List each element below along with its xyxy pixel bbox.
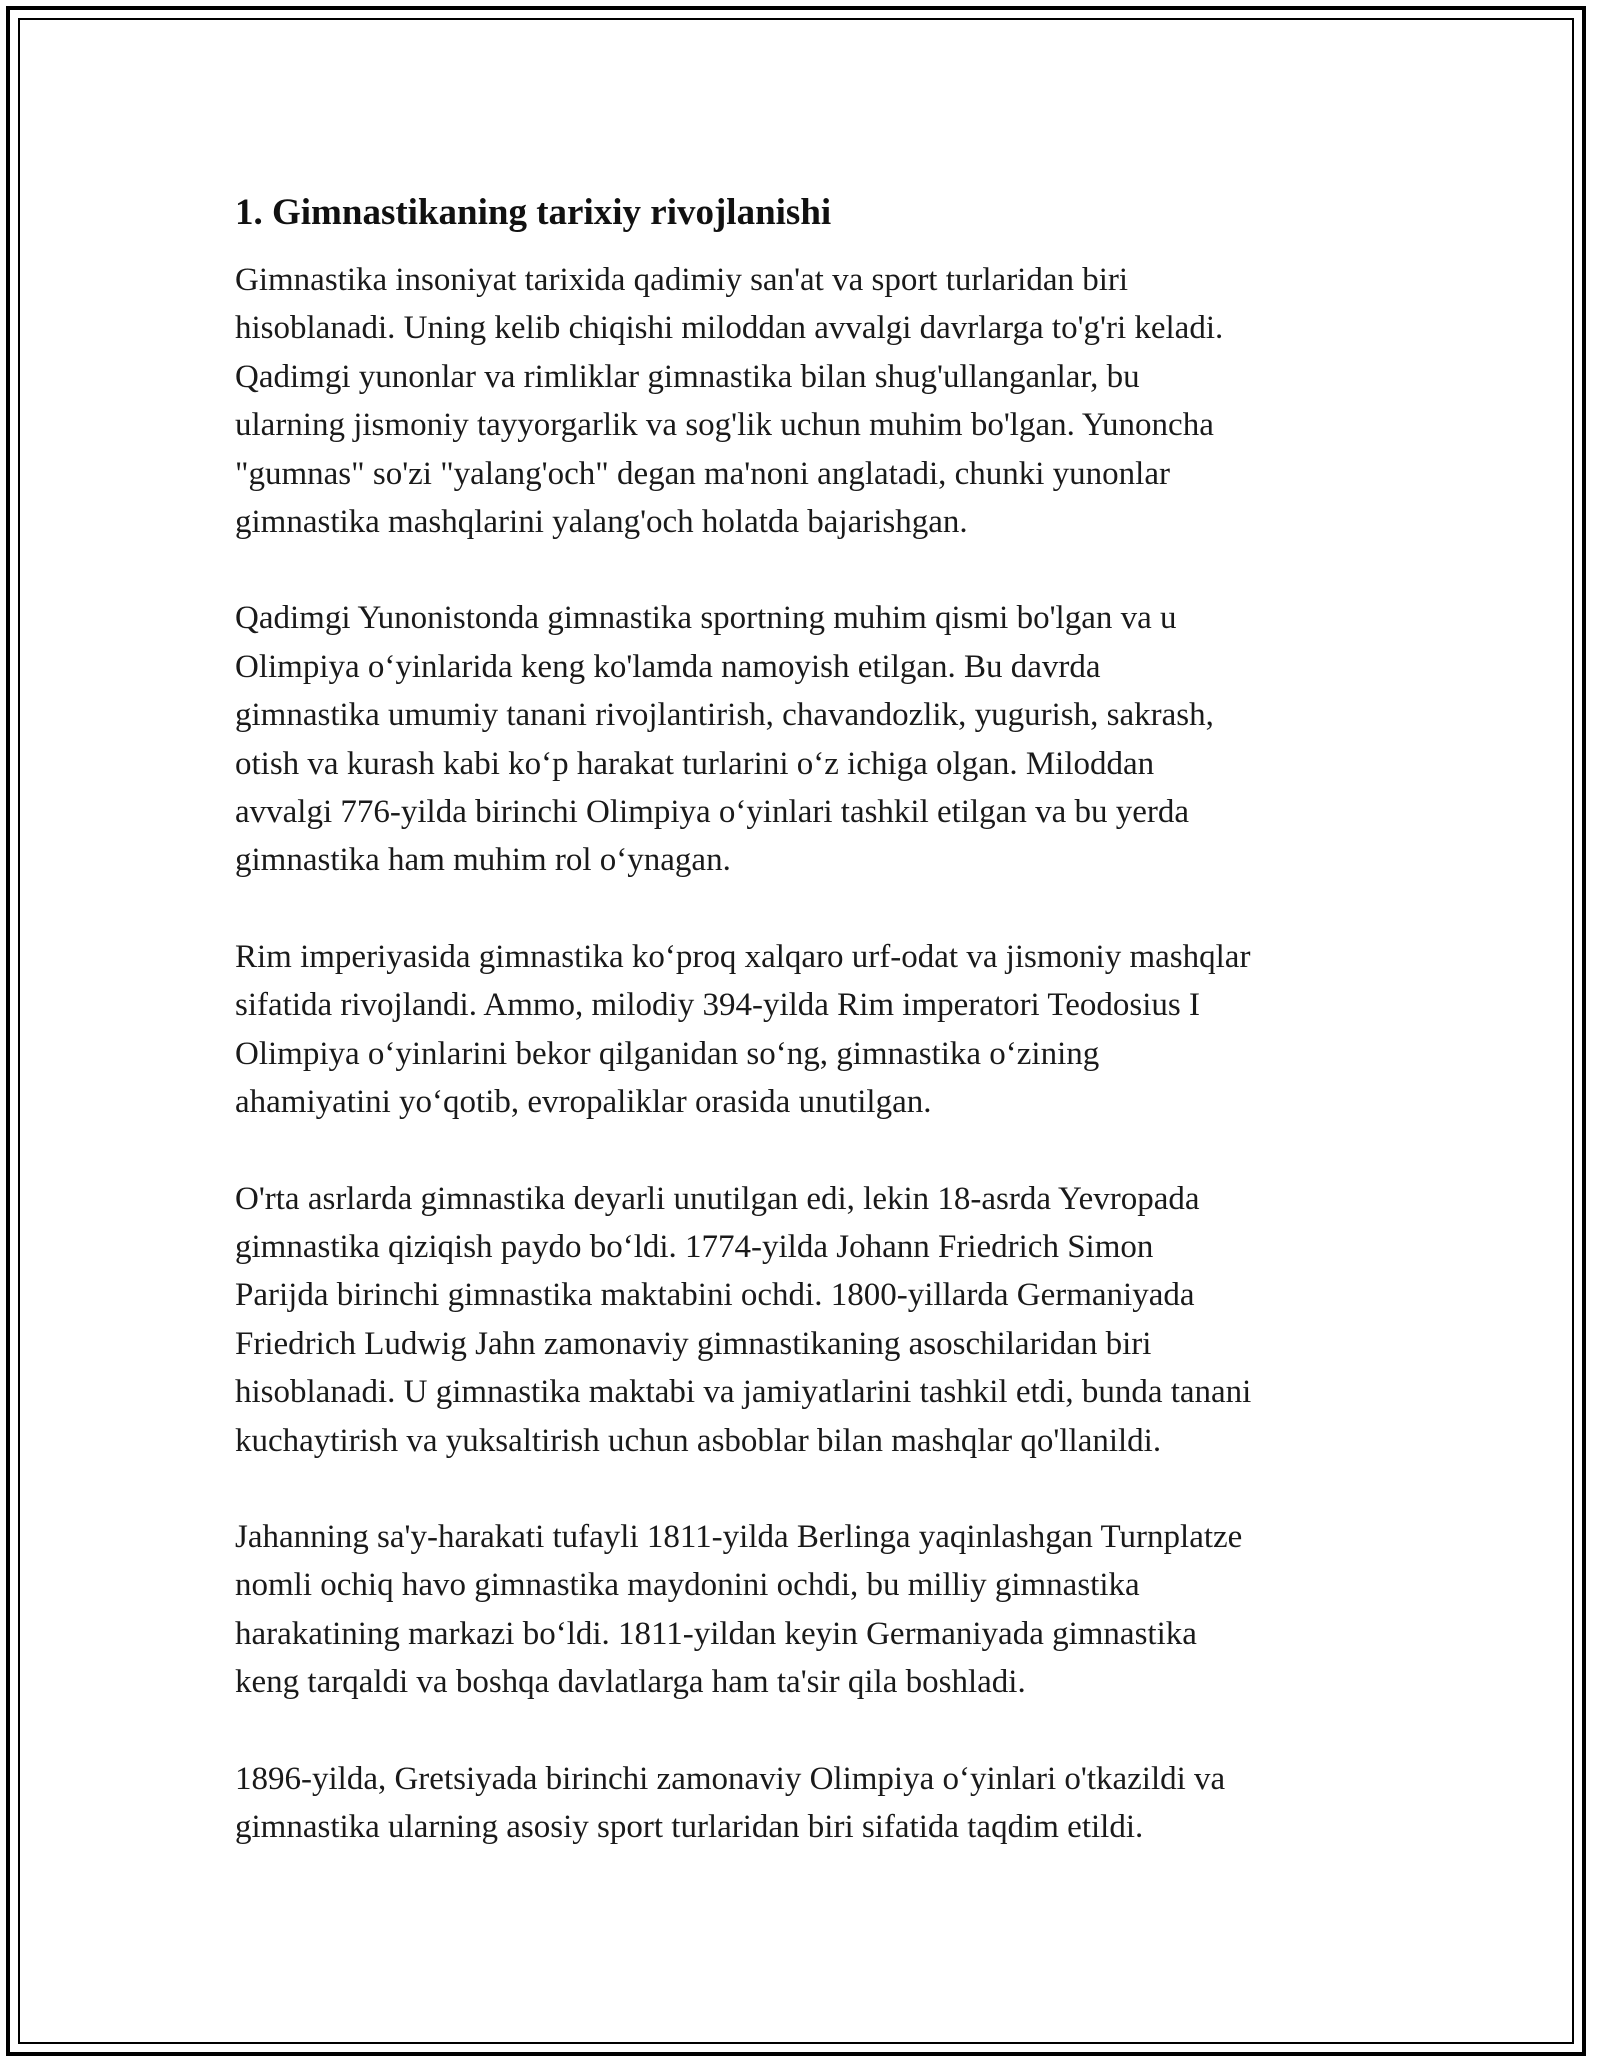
paragraph-turnplatze: Jahanning sa'y-harakati tufayli 1811-yilda Berlinga yaqinlashgan Turnplatze nomli ochiq havo gimnastika maydonini ochdi, bu milliy gimnastika harakatining markazi bo‘ldi. 1811-yildan keyin Germaniyada gimnastika keng tarqaldi va boshqa davlatlarga ham ta'sir qila boshladi. <box>235 1518 1243 1701</box>
paragraph-middle-ages: O'rta asrlarda gimnastika deyarli unutilgan edi, lekin 18-asrda Yevropada gimnastika qiziqish paydo bo‘ldi. 1774-yilda Johann Friedrich Simon Parijda birinchi gimnastika maktabini ochdi. 1800-yillarda Germaniyada Friedrich Ludwig Jahn zamonaviy gimnastikaning asoschilaridan biri hisoblanadi. U gimnastika maktabi va jamiyatlarini tashkil etdi, bunda tanani kuchaytirish va yuksaltirish uchun asboblar bilan mashqlar qo'llanildi. <box>235 1180 1252 1459</box>
page-title: 1. Gimnastikaning tarixiy rivojlanishi <box>235 192 832 233</box>
paragraph-modern-olympics: 1896-yilda, Gretsiyada birinchi zamonaviy Olimpiya o‘yinlari o'tkazildi va gimnastika ularning asosiy sport turlaridan biri sifatida taqdim etildi. <box>235 1760 1226 1845</box>
paragraph-history-origins: Gimnastika insoniyat tarixida qadimiy san'at va sport turlaridan biri hisoblanadi. Uning kelib chiqishi miloddan avvalgi davrlarga to'g'ri keladi. Qadimgi yunonlar va rimliklar gimnastika bilan shug'ullanganlar, bu ularning jismoniy tayyorgarlik va sog'lik uchun muhim bo'lgan. Yunoncha "gumnas" so'zi "yalang'och" degan ma'noni anglatadi, chunki yunonlar gimnastika mashqlarini yalang'och holatda bajarishgan. <box>235 262 1224 541</box>
paragraph-roman-empire: Rim imperiyasida gimnastika ko‘proq xalqaro urf-odat va jismoniy mashqlar sifatida rivojlandi. Ammo, milodiy 394-yilda Rim imperatori Teodosius I Olimpiya o‘yinlarini bekor qilganidan so‘ng, gimnastika o‘zining ahamiyatini yo‘qotib, evropaliklar orasida unutilgan. <box>235 938 1251 1121</box>
paragraph-ancient-greece: Qadimgi Yunonistonda gimnastika sportning muhim qismi bo'lgan va u Olimpiya o‘yinlarida keng ko'lamda namoyish etilgan. Bu davrda gimnastika umumiy tanani rivojlantirish, chavandozlik, yugurish, sakrash, otish va kurash kabi ko‘p harakat turlarini o‘z ichiga olgan. Miloddan avvalgi 776-yilda birinchi Olimpiya o‘yinlari tashkil etilgan va bu yerda gimnastika ham muhim rol o‘ynagan. <box>235 600 1214 879</box>
document-body <box>235 186 1370 1899</box>
